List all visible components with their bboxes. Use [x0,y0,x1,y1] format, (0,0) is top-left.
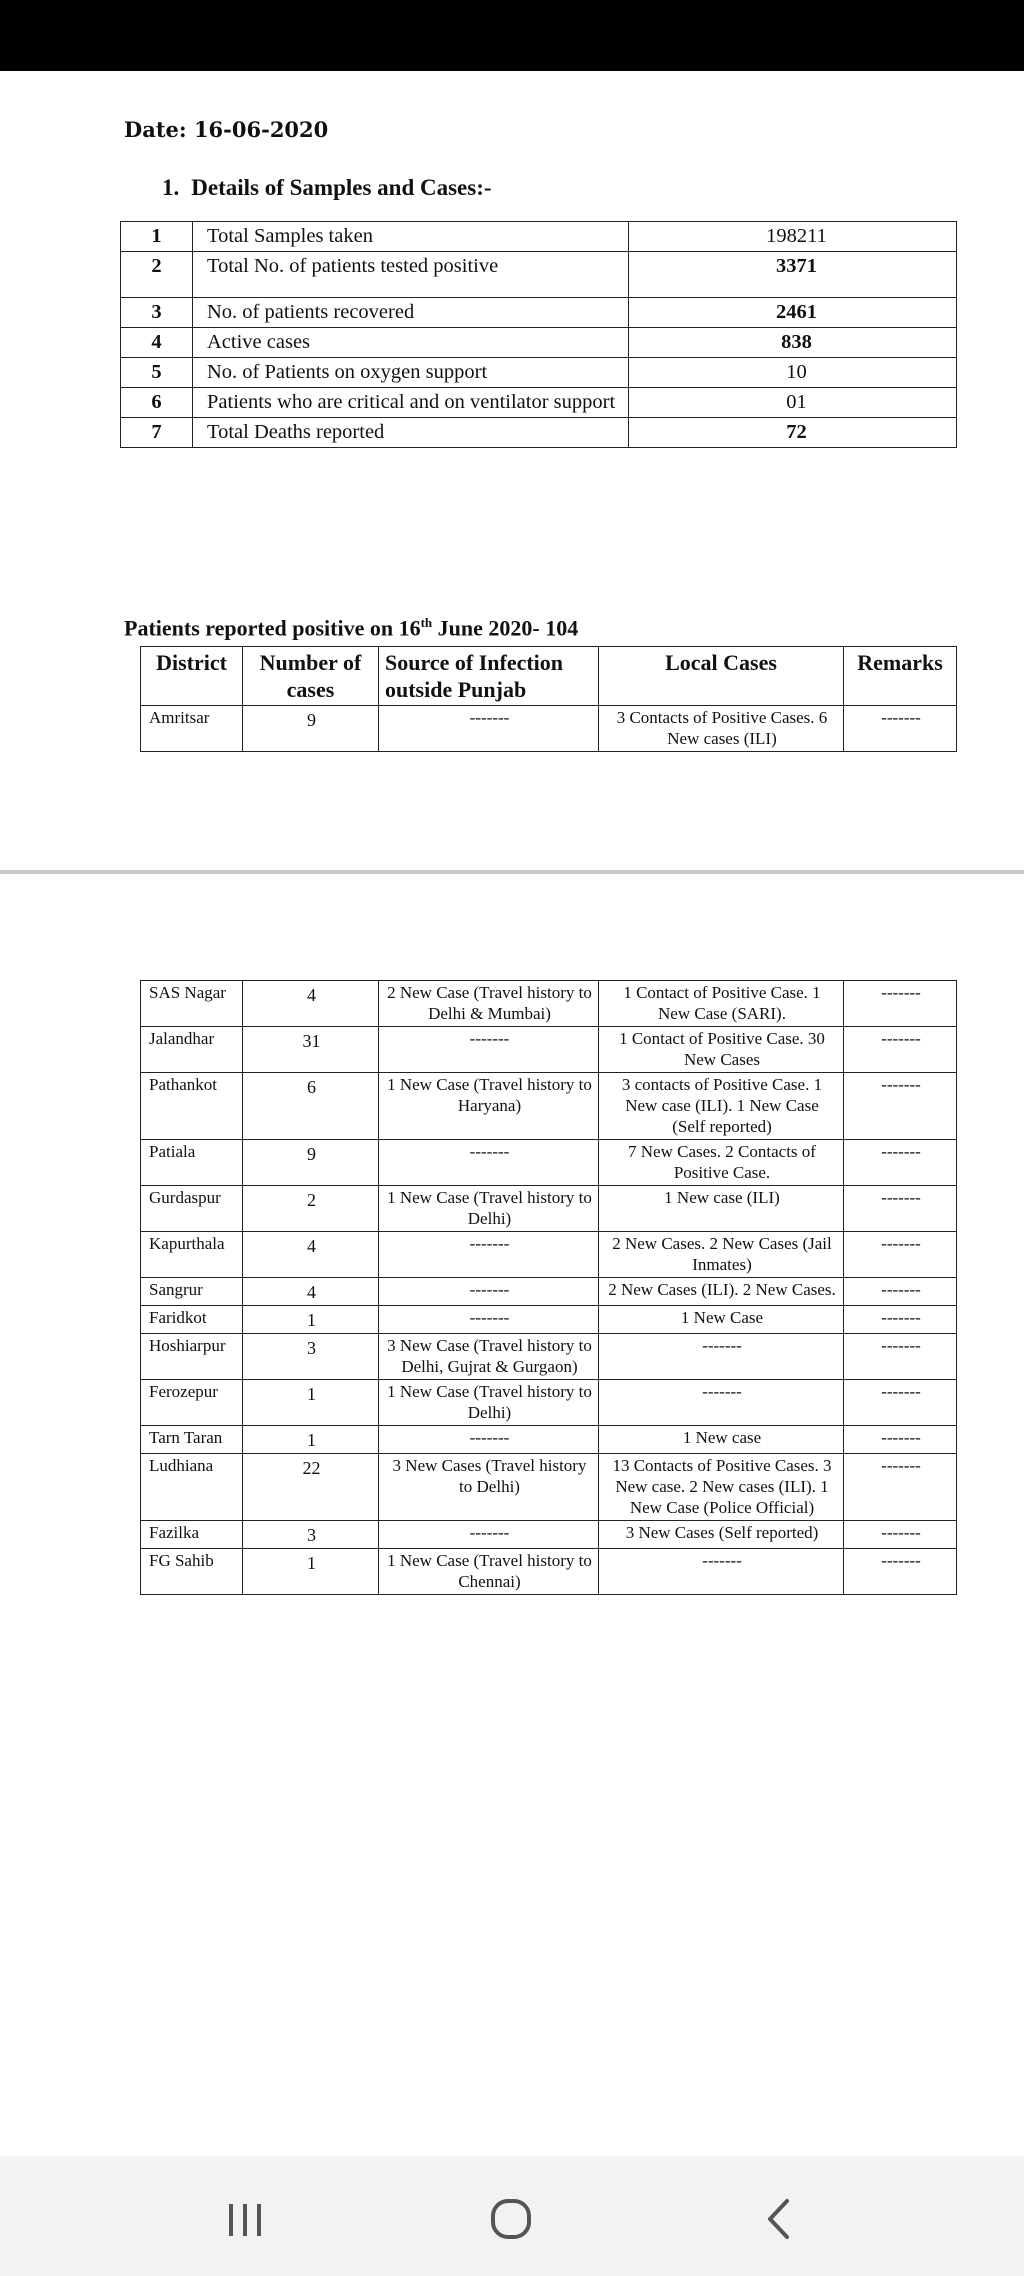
summary-sno: 6 [121,388,193,418]
case-remarks: ------- [844,1549,957,1595]
case-source: ------- [379,1306,599,1334]
summary-value: 838 [629,328,957,358]
case-remarks: ------- [844,1027,957,1073]
header-source-of-infection: Source of Infection outside Punjab [379,647,599,706]
case-district: Jalandhar [141,1027,243,1073]
case-count: 1 [243,1549,379,1595]
case-source: ------- [379,1140,599,1186]
summary-value: 2461 [629,298,957,328]
summary-sno: 4 [121,328,193,358]
summary-value: 01 [629,388,957,418]
case-district: Amritsar [141,706,243,752]
case-count: 1 [243,1306,379,1334]
case-source: 1 New Case (Travel history to Haryana) [379,1073,599,1140]
case-remarks: ------- [844,1232,957,1278]
summary-label: No. of Patients on oxygen support [193,358,629,388]
case-source: ------- [379,1426,599,1454]
case-row [141,981,957,1027]
date-heading: Date: 16-06-2020 [124,117,329,142]
case-row [141,1186,957,1232]
summary-value: 3371 [629,252,957,298]
case-row [141,1549,957,1595]
case-source: ------- [379,1027,599,1073]
case-source: 1 New Case (Travel history to Chennai) [379,1549,599,1595]
case-local: 13 Contacts of Positive Cases. 3 New case. 2 New cases (ILI). 1 New Case (Police Official) [599,1454,844,1521]
case-local: ------- [599,1380,844,1426]
recents-button[interactable] [205,2188,285,2248]
case-remarks: ------- [844,1073,957,1140]
case-row [141,1278,957,1306]
header-remarks: Remarks [844,647,957,706]
case-count: 6 [243,1073,379,1140]
case-source: 3 New Cases (Travel history to Delhi) [379,1454,599,1521]
header-district: District [141,647,243,706]
case-source: ------- [379,1232,599,1278]
header-number-of-cases: Number of cases [243,647,379,706]
case-local: 1 New case [599,1426,844,1454]
case-local: 2 New Cases. 2 New Cases (Jail Inmates) [599,1232,844,1278]
case-district: Faridkot [141,1306,243,1334]
positive-heading-sup: th [420,615,433,630]
case-remarks: ------- [844,1521,957,1549]
case-row [141,1521,957,1549]
positive-heading-prefix: Patients reported positive on 16 [124,615,421,641]
summary-row [121,418,957,448]
case-row [141,1306,957,1334]
case-remarks: ------- [844,981,957,1027]
summary-label: Patients who are critical and on ventilator support [193,388,629,418]
case-source: 3 New Case (Travel history to Delhi, Gujrat & Gurgaon) [379,1334,599,1380]
back-button[interactable] [739,2188,819,2248]
case-remarks: ------- [844,1426,957,1454]
case-row [141,1027,957,1073]
case-district: Pathankot [141,1073,243,1140]
case-remarks: ------- [844,1186,957,1232]
case-local: 1 Contact of Positive Case. 30 New Cases [599,1027,844,1073]
case-local: 2 New Cases (ILI). 2 New Cases. [599,1278,844,1306]
case-count: 31 [243,1027,379,1073]
summary-value: 198211 [629,222,957,252]
case-count: 2 [243,1186,379,1232]
case-source: ------- [379,1278,599,1306]
case-local: ------- [599,1549,844,1595]
case-local: 3 New Cases (Self reported) [599,1521,844,1549]
case-count: 3 [243,1521,379,1549]
case-district: Kapurthala [141,1232,243,1278]
case-district: Ludhiana [141,1454,243,1521]
case-count: 4 [243,1278,379,1306]
case-count: 22 [243,1454,379,1521]
case-count: 9 [243,706,379,752]
summary-row [121,298,957,328]
summary-sno: 7 [121,418,193,448]
summary-row [121,358,957,388]
case-row [141,1380,957,1426]
case-district: SAS Nagar [141,981,243,1027]
case-local: 1 Contact of Positive Case. 1 New Case (SARI). [599,981,844,1027]
case-row [141,1073,957,1140]
case-count: 1 [243,1380,379,1426]
case-remarks: ------- [844,1334,957,1380]
case-local: 3 Contacts of Positive Cases. 6 New cases (ILI) [599,706,844,752]
case-remarks: ------- [844,1380,957,1426]
section-title: Details of Samples and Cases:- [191,175,492,200]
case-source: 1 New Case (Travel history to Delhi) [379,1186,599,1232]
header-local-cases: Local Cases [599,647,844,706]
case-row [141,1454,957,1521]
cases-table-part-2 [140,980,957,1595]
case-district: Fazilka [141,1521,243,1549]
section-heading [162,175,492,201]
home-icon [471,2188,551,2248]
case-district: Sangrur [141,1278,243,1306]
summary-row [121,328,957,358]
summary-sno: 1 [121,222,193,252]
case-count: 4 [243,1232,379,1278]
cases-table-part-1 [140,646,957,752]
case-source: 1 New Case (Travel history to Delhi) [379,1380,599,1426]
case-local: 1 New Case [599,1306,844,1334]
case-remarks: ------- [844,1454,957,1521]
case-row [141,1140,957,1186]
back-icon [739,2188,819,2248]
recents-icon [205,2188,285,2248]
case-district: Gurdaspur [141,1186,243,1232]
summary-sno: 5 [121,358,193,388]
case-district: FG Sahib [141,1549,243,1595]
section-number: 1. [162,175,180,200]
summary-row [121,222,957,252]
case-local: 1 New case (ILI) [599,1186,844,1232]
case-district: Hoshiarpur [141,1334,243,1380]
case-local: 3 contacts of Positive Case. 1 New case (ILI). 1 New Case (Self reported) [599,1073,844,1140]
summary-label: Active cases [193,328,629,358]
case-local: ------- [599,1334,844,1380]
summary-sno: 2 [121,252,193,298]
case-count: 3 [243,1334,379,1380]
summary-value: 10 [629,358,957,388]
case-source: ------- [379,706,599,752]
case-district: Ferozepur [141,1380,243,1426]
summary-label: No. of patients recovered [193,298,629,328]
case-remarks: ------- [844,1306,957,1334]
summary-sno: 3 [121,298,193,328]
case-remarks: ------- [844,706,957,752]
positive-heading-suffix: June 2020- 104 [432,615,579,641]
case-district: Tarn Taran [141,1426,243,1454]
case-count: 9 [243,1140,379,1186]
summary-row [121,388,957,418]
case-count: 4 [243,981,379,1027]
summary-table [120,221,957,448]
case-remarks: ------- [844,1140,957,1186]
case-row [141,1334,957,1380]
cases-header-row [141,647,957,706]
summary-value: 72 [629,418,957,448]
summary-label: Total Deaths reported [193,418,629,448]
case-district: Patiala [141,1140,243,1186]
case-remarks: ------- [844,1278,957,1306]
navigation-bar [0,2156,1024,2276]
case-source: 2 New Case (Travel history to Delhi & Mumbai) [379,981,599,1027]
positive-cases-heading [124,615,578,641]
summary-row [121,252,957,298]
case-count: 1 [243,1426,379,1454]
home-button[interactable] [471,2188,551,2248]
case-local: 7 New Cases. 2 Contacts of Positive Case. [599,1140,844,1186]
document-page-1 [0,71,1024,871]
case-source: ------- [379,1521,599,1549]
case-row [141,1232,957,1278]
document-page-2 [0,874,1024,2156]
summary-label: Total No. of patients tested positive [193,252,629,298]
case-row [141,706,957,752]
status-bar [0,0,1024,71]
summary-label: Total Samples taken [193,222,629,252]
case-row [141,1426,957,1454]
